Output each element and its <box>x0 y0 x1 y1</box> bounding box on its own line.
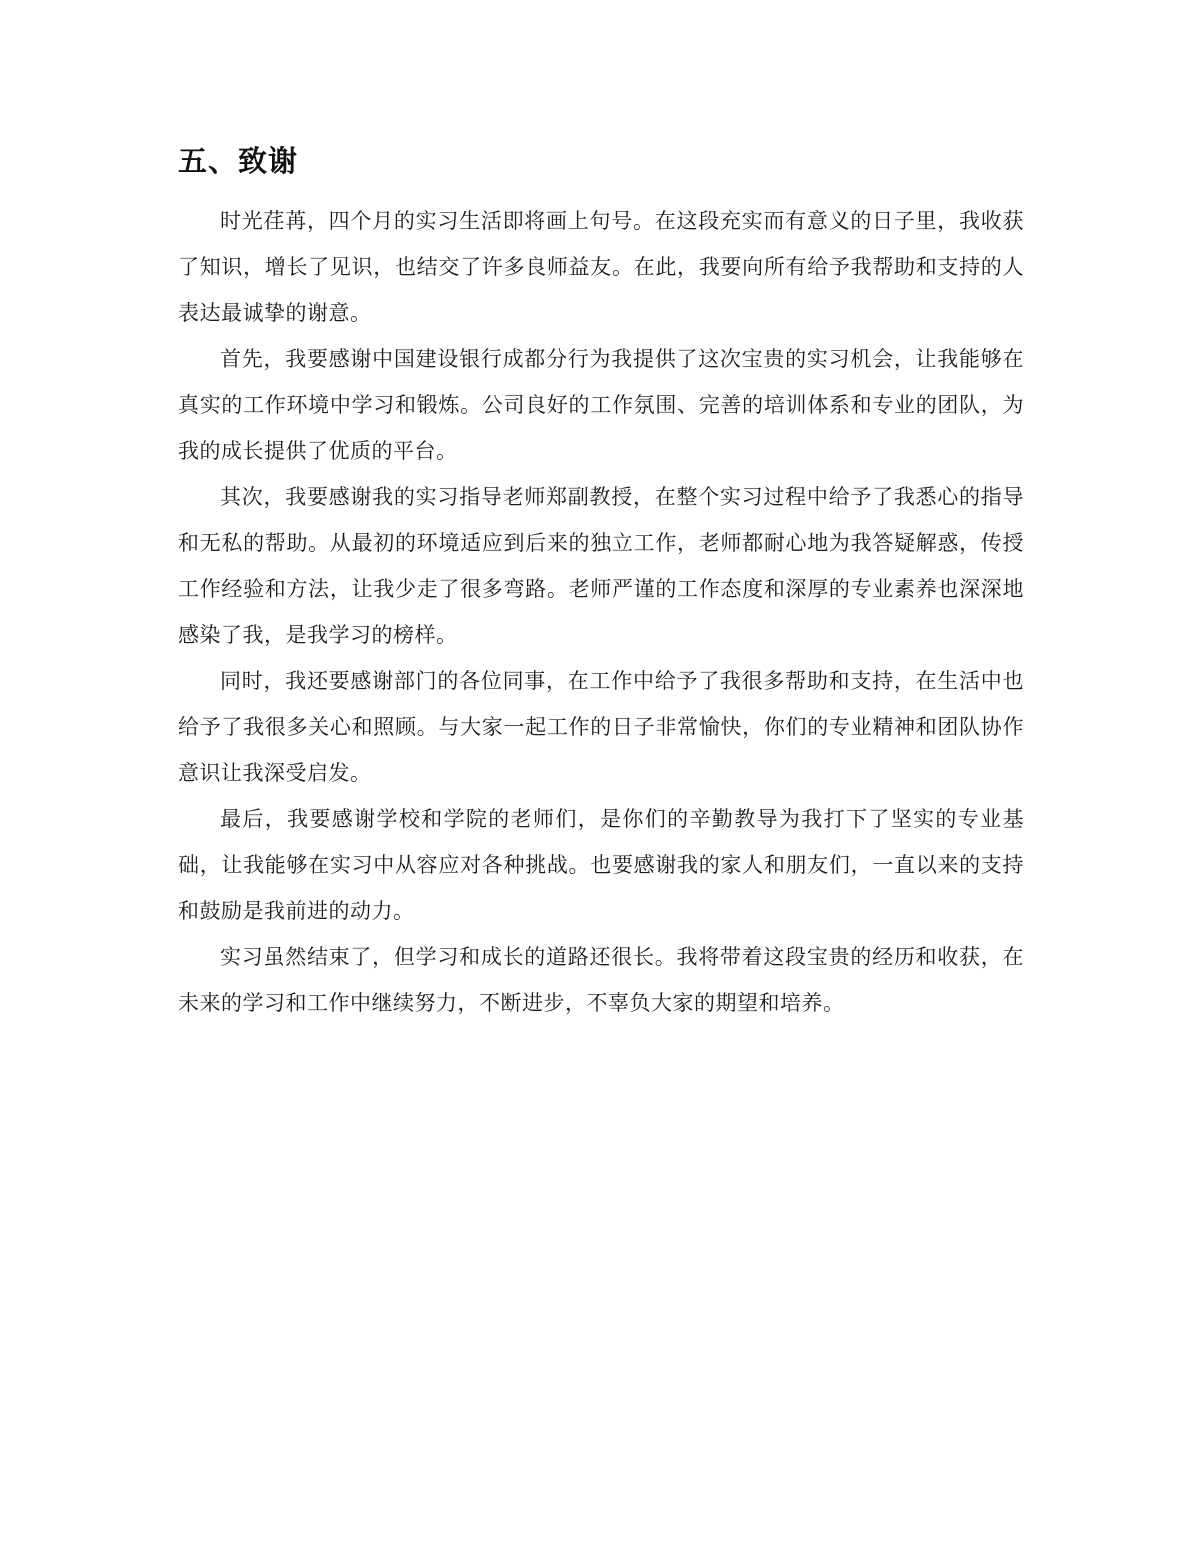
section-title: 五、致谢 <box>178 144 299 178</box>
paragraph-conclusion: 实习虽然结束了，但学习和成长的道路还很长。我将带着这段宝贵的经历和收获，在未来的学习和工作中继续努力，不断进步，不辜负大家的期望和培养。 <box>178 945 1024 1015</box>
paragraph-intro: 时光荏苒，四个月的实习生活即将画上句号。在这段充实而有意义的日子里，我收获了知识，增长了见识，也结交了许多良师益友。在此，我要向所有给予我帮助和支持的人表达最诚挚的谢意。 <box>178 209 1024 325</box>
paragraph-thanks-school-family: 最后，我要感谢学校和学院的老师们，是你们的辛勤教导为我打下了坚实的专业基础，让我能够在实习中从容应对各种挑战。也要感谢我的家人和朋友们，一直以来的支持和鼓励是我前进的动力。 <box>178 807 1024 923</box>
paragraph-thanks-advisor: 其次，我要感谢我的实习指导老师郑副教授，在整个实习过程中给予了我悉心的指导和无私的帮助。从最初的环境适应到后来的独立工作，老师都耐心地为我答疑解惑，传授工作经验和方法，让我少走了很多弯路。老师严谨的工作态度和深厚的专业素养也深深地感染了我，是我学习的榜样。 <box>178 485 1024 647</box>
document-body <box>178 138 1024 1026</box>
paragraph-thanks-colleagues: 同时，我还要感谢部门的各位同事，在工作中给予了我很多帮助和支持，在生活中也给予了我很多关心和照顾。与大家一起工作的日子非常愉快，你们的专业精神和团队协作意识让我深受启发。 <box>178 669 1024 785</box>
paragraph-thanks-company: 首先，我要感谢中国建设银行成都分行为我提供了这次宝贵的实习机会，让我能够在真实的工作环境中学习和锻炼。公司良好的工作氛围、完善的培训体系和专业的团队，为我的成长提供了优质的平台。 <box>178 347 1024 463</box>
